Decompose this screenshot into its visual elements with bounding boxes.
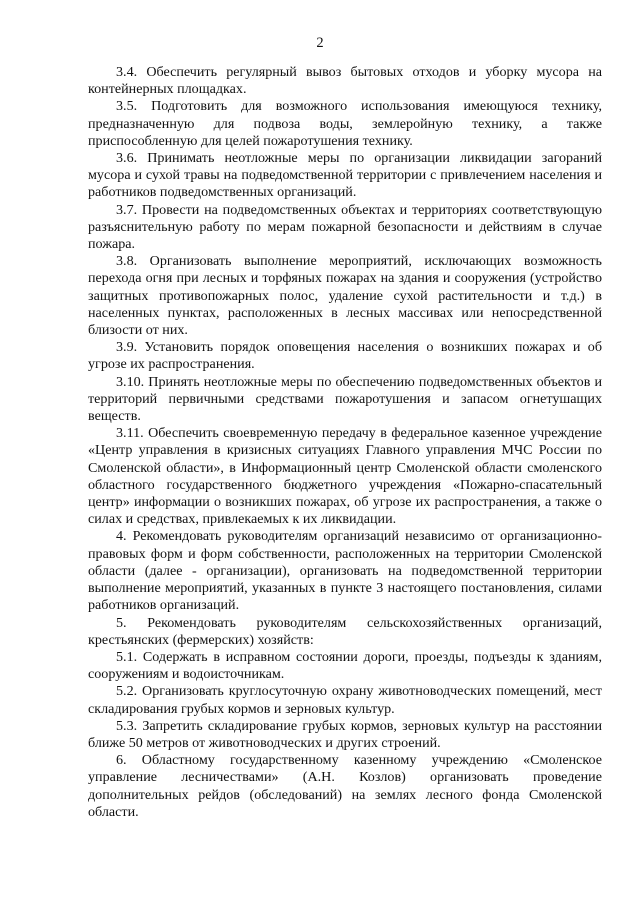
paragraph-5: 5. Рекомендовать руководителям сельскохозяйственных организаций, крестьянских (фермерских) хозяйств: bbox=[88, 614, 602, 648]
page-number: 2 bbox=[316, 35, 324, 51]
paragraph-3-5: 3.5. Подготовить для возможного использования имеющуюся технику, предназначенную для подвоза воды, землеройную технику, а также приспособленную для целей пожаротушения технику. bbox=[88, 98, 602, 149]
paragraph-5-2: 5.2. Организовать круглосуточную охрану животноводческих помещений, мест складирования грубых кормов и зерновых культур. bbox=[88, 683, 602, 717]
paragraph-3-9: 3.9. Установить порядок оповещения населения о возникших пожарах и об угрозе их распространения. bbox=[88, 339, 602, 373]
document-body bbox=[88, 64, 602, 821]
paragraph-3-10: 3.10. Принять неотложные меры по обеспечению подведомственных объектов и территорий первичными средствами пожаротушения и запасом огнетушащих веществ. bbox=[88, 373, 602, 425]
paragraph-6: 6. Областному государственному казенному учреждению «Смоленское управление лесничествами» (А.Н. Козлов) организовать проведение дополнительных рейдов (обследований) на землях лесного фонда Смоленской области. bbox=[88, 752, 602, 820]
paragraph-3-4: 3.4. Обеспечить регулярный вывоз бытовых отходов и уборку мусора на контейнерных площадках. bbox=[88, 64, 602, 98]
paragraph-3-7: 3.7. Провести на подведомственных объектах и территориях соответствующую разъяснительную работу по мерам пожарной безопасности и действиям в случае пожара. bbox=[88, 201, 602, 253]
paragraph-3-8: 3.8. Организовать выполнение мероприятий, исключающих возможность перехода огня при лесных и торфяных пожарах на здания и сооружения (устройство защитных противопожарных полос, удаление сухой растительности и т.д.) в населенных пунктах, расположенных в лесных массивах или непосредственной близости от них. bbox=[88, 253, 602, 339]
paragraph-3-6: 3.6. Принимать неотложные меры по организации ликвидации загораний мусора и сухой травы на подведомственной территории с привлечением населения и работников подведомственных организаций. bbox=[88, 150, 602, 201]
paragraph-5-3: 5.3. Запретить складирование грубых кормов, зерновых культур на расстоянии ближе 50 метров от животноводческих и других строений. bbox=[88, 717, 602, 751]
paragraph-3-11: 3.11. Обеспечить своевременную передачу в федеральное казенное учреждение «Центр управления в кризисных ситуациях Главного управления МЧС России по Смоленской области», в Информационный центр Смоленской области смоленского областного государственного бюджетного учреждения «Пожарно-спасательный центр» информации о возникших пожарах, об угрозе их распространения, а также о силах и средствах, привлекаемых к их ликвидации. bbox=[88, 425, 602, 528]
paragraph-5-1: 5.1. Содержать в исправном состоянии дороги, проезды, подъезды к зданиям, сооружениям и водоисточникам. bbox=[88, 648, 602, 683]
paragraph-4: 4. Рекомендовать руководителям организаций независимо от организационно-правовых форм и форм собственности, расположенных на территории Смоленской области (далее - организации), организовать на подведомственной территории выполнение мероприятий, указанных в пункте 3 настоящего постановления, силами работников организаций. bbox=[88, 528, 602, 614]
